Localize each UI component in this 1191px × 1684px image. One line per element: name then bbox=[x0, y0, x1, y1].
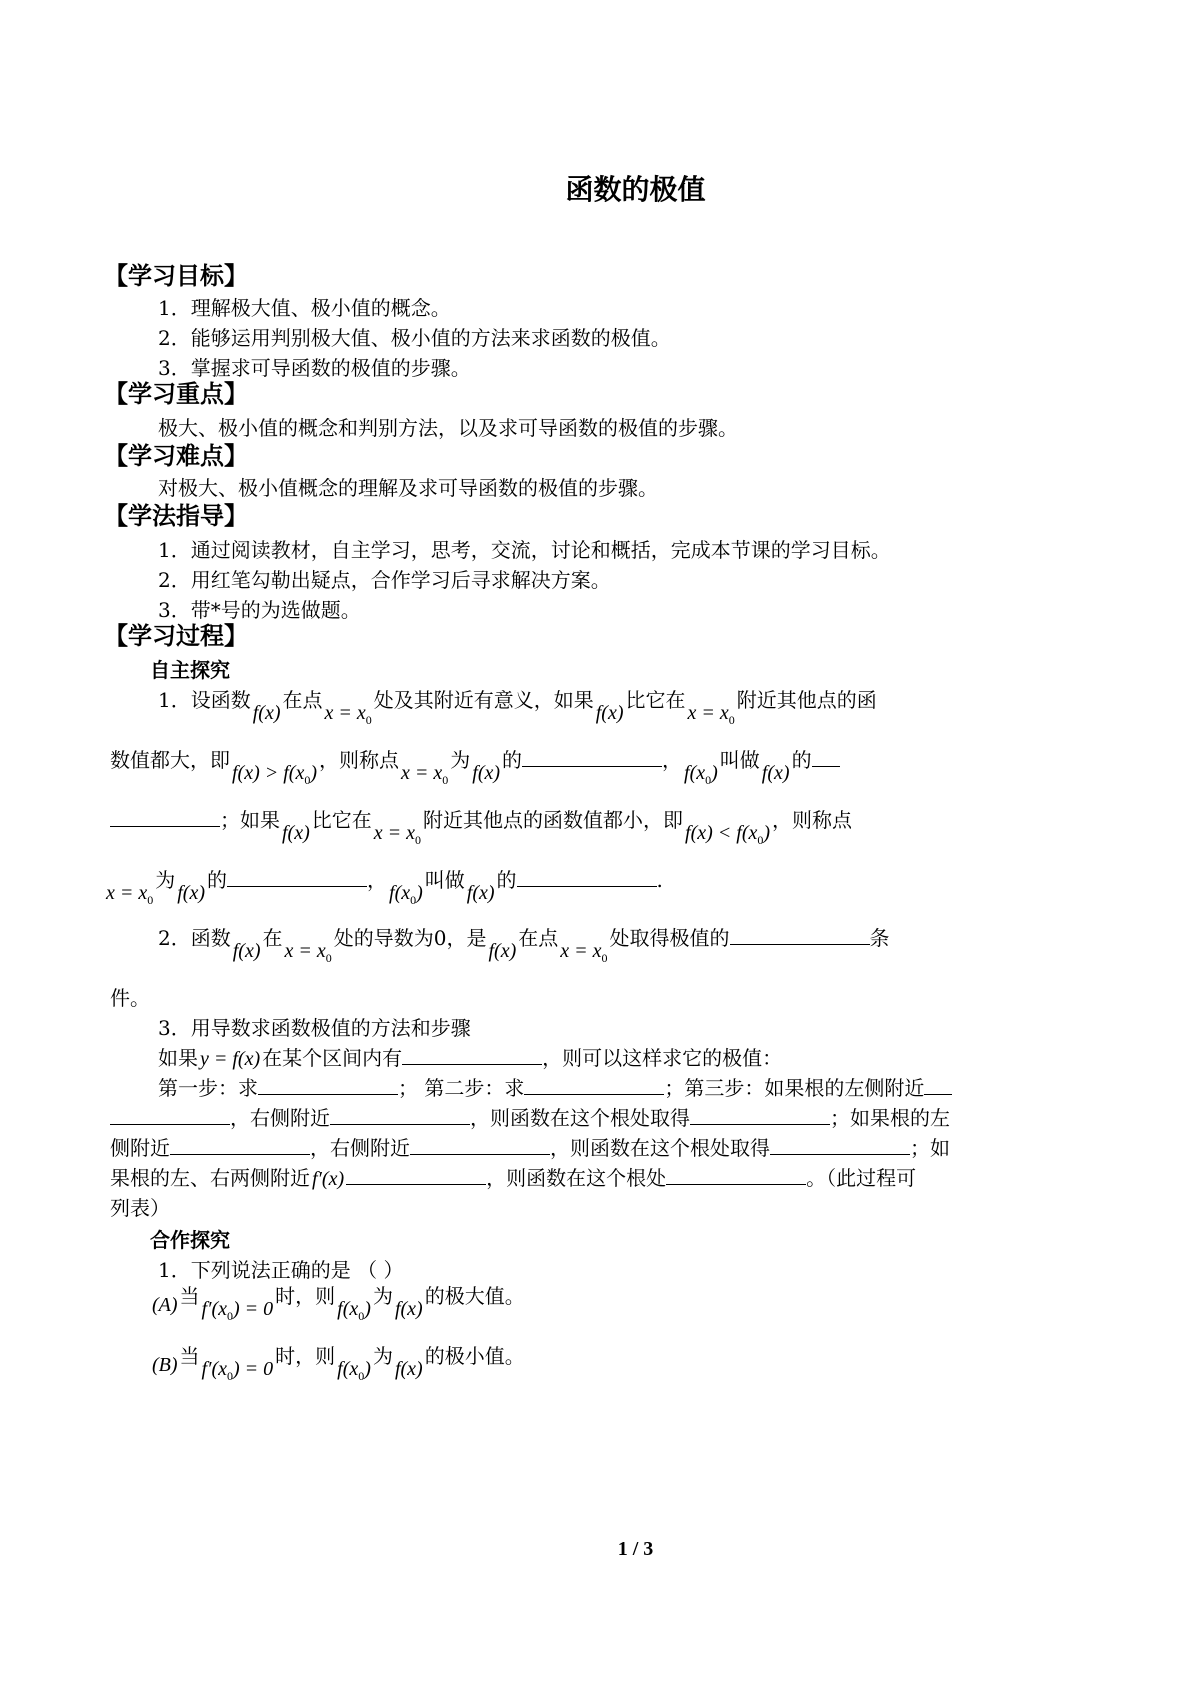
heading-process: 【学习过程】 bbox=[104, 622, 248, 650]
question-1-line: ；如果f(x)比它在$x = x_0$附近其他点的函数值都小，即$f(x) < f(x_0)$，则称点 bbox=[110, 806, 852, 842]
question-3-line: 列表） bbox=[110, 1196, 170, 1220]
answer-blank[interactable] bbox=[330, 1104, 470, 1125]
key-points-text: 极大、极小值的概念和判别方法，以及求可导函数的极值的步骤。 bbox=[158, 416, 738, 440]
subheading-cooperative: 合作探究 bbox=[150, 1228, 230, 1252]
answer-blank[interactable] bbox=[924, 1074, 952, 1095]
method-item: 2．用红笔勾勒出疑点，合作学习后寻求解决方案。 bbox=[158, 568, 611, 592]
difficulties-text: 对极大、极小值概念的理解及求可导函数的极值的步骤。 bbox=[158, 476, 658, 500]
heading-goals: 【学习目标】 bbox=[104, 262, 248, 290]
answer-blank[interactable] bbox=[812, 746, 840, 767]
question-2-line: 件。 bbox=[110, 986, 150, 1010]
method-item: 3．带*号的为选做题。 bbox=[158, 598, 361, 622]
method-item: 1．通过阅读教材，自主学习，思考，交流，讨论和概括，完成本节课的学习目标。 bbox=[158, 538, 891, 562]
question-3-line: 侧附近 ，右侧附近 ，则函数在这个根处取得 ；如 bbox=[110, 1136, 950, 1160]
answer-blank[interactable] bbox=[410, 1134, 550, 1155]
question-3-line: 果根的左、右两侧附近 f′(x) ，则函数在这个根处 。（此过程可 bbox=[110, 1166, 917, 1190]
goal-item: 3．掌握求可导函数的极值的步骤。 bbox=[158, 356, 471, 380]
answer-blank[interactable] bbox=[346, 1164, 486, 1185]
answer-blank[interactable] bbox=[402, 1044, 542, 1065]
option-a[interactable]: (A) 当$f'(x_0) = 0$时，则$f(x_0)$为f(x)的极大值。 bbox=[152, 1284, 525, 1323]
question-3-line: ，右侧附近 ，则函数在这个根处取得 ；如果根的左 bbox=[110, 1104, 950, 1132]
answer-blank[interactable] bbox=[170, 1134, 310, 1155]
answer-blank[interactable] bbox=[666, 1164, 806, 1185]
answer-blank[interactable] bbox=[522, 746, 662, 767]
heading-method: 【学法指导】 bbox=[104, 502, 248, 530]
question-3-line: 如果 y = f(x) 在某个区间内有 ，则可以这样求它的极值： bbox=[158, 1046, 783, 1070]
answer-blank[interactable] bbox=[524, 1074, 664, 1095]
question-2-line: 2．函数f(x)在$x = x_0$处的导数为0，是f(x)在点$x = x_0$处取得极值的 条 bbox=[158, 926, 890, 965]
question-3-line: 第一步：求 ； 第二步：求 ；第三步：如果根的左侧附近 bbox=[158, 1074, 952, 1102]
heading-difficulties: 【学习难点】 bbox=[104, 442, 248, 470]
question-1-line: $x = x_0$为f(x)的 ，$f(x_0)$叫做f(x)的 . bbox=[106, 868, 663, 907]
answer-blank[interactable] bbox=[770, 1134, 910, 1155]
question-1-line: 1．设函数f(x)在点$x = x_0$处及其附近有意义，如果f(x)比它在$x = x_0$附近其他点的函 bbox=[158, 688, 877, 727]
heading-key-points: 【学习重点】 bbox=[104, 380, 248, 408]
page-number: 1 / 3 bbox=[617, 1538, 654, 1560]
subheading-self-study: 自主探究 bbox=[150, 658, 230, 682]
answer-blank[interactable] bbox=[227, 866, 367, 887]
page-title: 函数的极值 bbox=[565, 173, 706, 206]
coop-question-1: 1．下列说法正确的是 （ ） bbox=[158, 1258, 404, 1282]
option-b[interactable]: (B) 当$f'(x_0) = 0$时，则$f(x_0)$为f(x)的极小值。 bbox=[152, 1344, 525, 1383]
answer-blank[interactable] bbox=[258, 1074, 398, 1095]
answer-blank[interactable] bbox=[110, 1104, 230, 1125]
answer-blank[interactable] bbox=[730, 924, 870, 945]
answer-blank[interactable] bbox=[110, 806, 220, 827]
question-1-line: 数值都大，即$f(x) > f(x_0)$，则称点$x = x_0$为f(x)的 ，$f(x_0)$叫做f(x)的 bbox=[110, 746, 840, 782]
goal-item: 1．理解极大值、极小值的概念。 bbox=[158, 296, 451, 320]
question-3-title: 3．用导数求函数极值的方法和步骤 bbox=[158, 1016, 471, 1040]
answer-blank[interactable] bbox=[690, 1104, 830, 1125]
goal-item: 2．能够运用判别极大值、极小值的方法来求函数的极值。 bbox=[158, 326, 671, 350]
answer-blank[interactable] bbox=[517, 866, 657, 887]
